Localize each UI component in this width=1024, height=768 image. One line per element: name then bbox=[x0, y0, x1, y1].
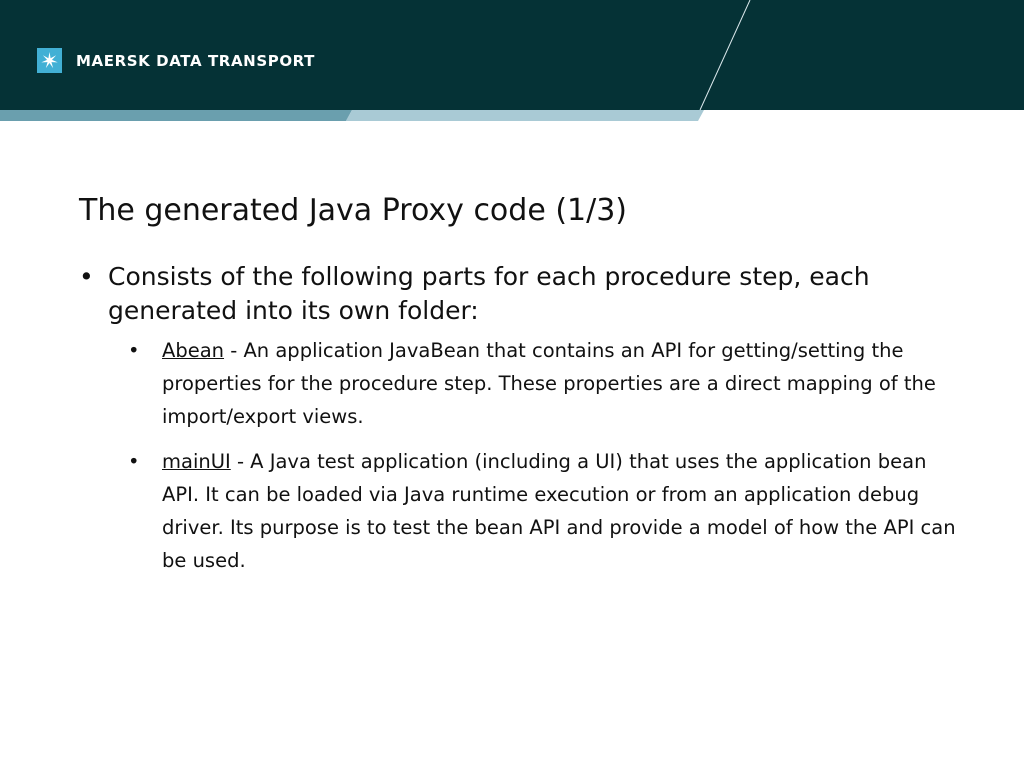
brand-name: MAERSK DATA TRANSPORT bbox=[76, 51, 315, 70]
sub-bullet-text: - An application JavaBean that contains an API for getting/setting the properties for the procedure step. These properties are a direct mapping of the import/export views. bbox=[162, 339, 936, 428]
bullet-dot: • bbox=[79, 262, 94, 291]
sub-bullet-dot: • bbox=[128, 450, 140, 473]
bullet-list bbox=[79, 260, 959, 589]
term-mainui: mainUI bbox=[162, 450, 231, 473]
bullet-item bbox=[79, 260, 959, 577]
stripe-right bbox=[346, 110, 704, 121]
seven-pointed-star-icon bbox=[37, 48, 62, 73]
term-abean: Abean bbox=[162, 339, 225, 362]
sub-bullet-text: - A Java test application (including a UI) that uses the application bean API. It can be loaded via Java runtime execution or from an application debug driver. Its purpose is to test the bean API and provide a model of how the API can be used. bbox=[162, 450, 956, 572]
stripe-left bbox=[0, 110, 352, 121]
sub-bullet-list bbox=[108, 334, 959, 577]
sub-bullet-abean bbox=[128, 334, 962, 433]
bullet-text: Consists of the following parts for each procedure step, each generated into its own folder: bbox=[108, 262, 870, 325]
diagonal-line bbox=[700, 0, 750, 110]
slide-title: The generated Java Proxy code (1/3) bbox=[79, 193, 628, 228]
sub-bullet-dot: • bbox=[128, 339, 140, 362]
sub-bullet-mainui bbox=[128, 445, 962, 577]
maersk-logo bbox=[37, 48, 315, 73]
